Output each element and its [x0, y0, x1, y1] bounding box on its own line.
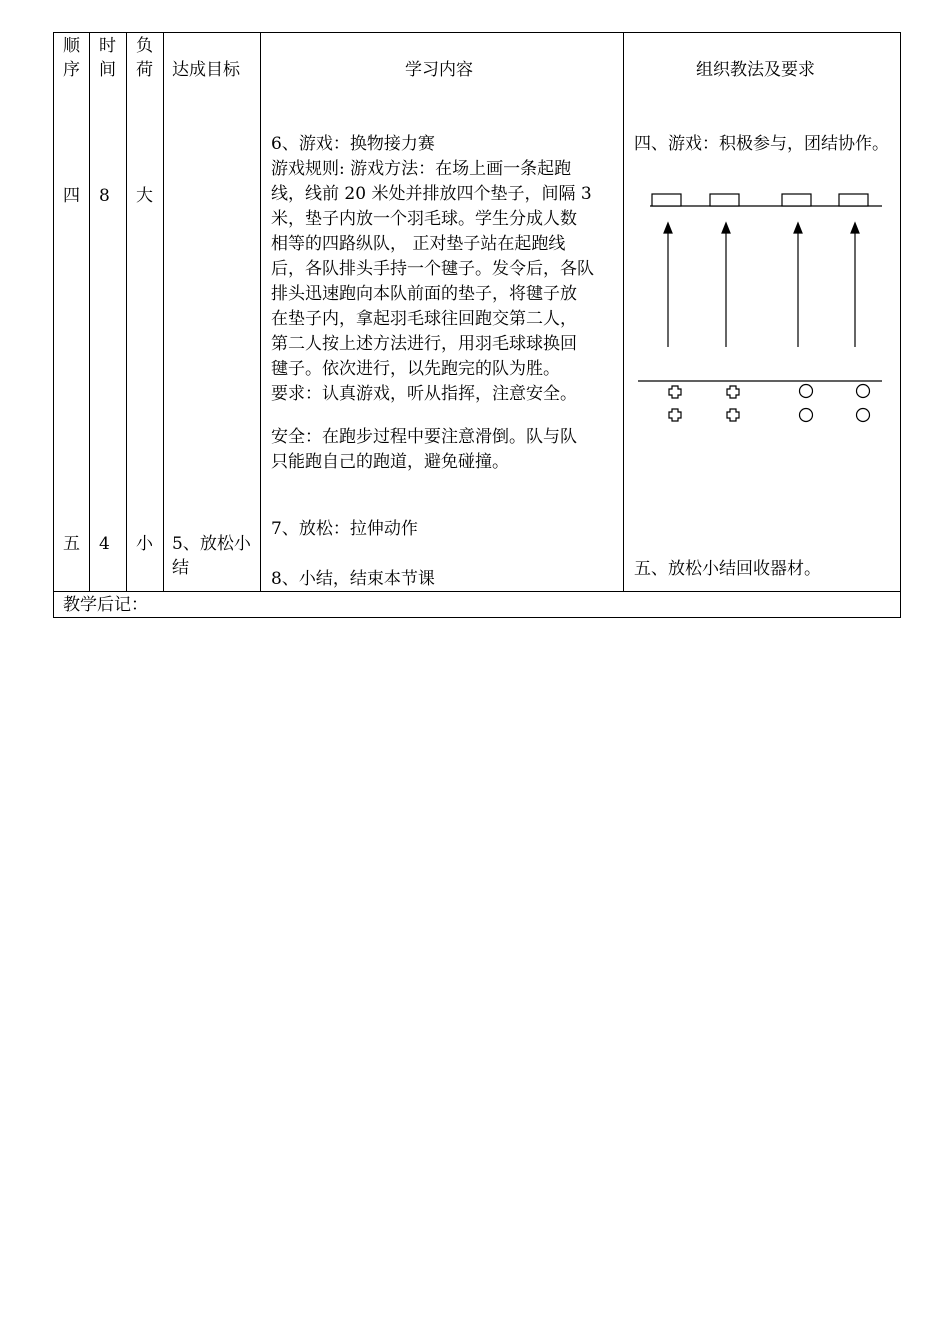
header-order-2: 序 — [63, 60, 80, 80]
safety-line: 安全：在跑步过程中要注意滑倒。队与队 — [271, 427, 577, 447]
row5-goal-1: 5、放松小 — [172, 534, 251, 554]
content-line: 线，线前 20 米处并排放四个垫子，间隔 3 — [271, 184, 592, 204]
mat-icon — [710, 194, 739, 206]
footer-divider — [53, 591, 901, 592]
content-line: 要求：认真游戏，听从指挥，注意安全。 — [271, 384, 577, 404]
mat-icon — [839, 194, 868, 206]
content-line: 后，各队排头手持一个毽子。发令后，各队 — [271, 259, 594, 279]
header-method: 组织教法及要求 — [696, 60, 815, 80]
student-icon — [669, 386, 739, 421]
row4-time: 8 — [99, 186, 110, 206]
header-load-1: 负 — [136, 36, 153, 56]
header-order-1: 顺 — [63, 36, 80, 56]
relay-diagram — [630, 185, 890, 435]
content-line: 毽子。依次进行，以先跑完的队为胜。 — [271, 359, 560, 379]
student-icon — [800, 385, 870, 422]
content-line: 第二人按上述方法进行，用羽毛球球换回 — [271, 334, 577, 354]
header-time-2: 间 — [99, 60, 116, 80]
footer-label: 教学后记： — [63, 595, 148, 615]
arrow-icon — [794, 223, 802, 347]
mat-icon — [652, 194, 681, 206]
arrow-icon — [722, 223, 730, 347]
arrow-icon — [851, 223, 859, 347]
row5-goal-2: 结 — [172, 558, 189, 578]
header-load-2: 荷 — [136, 60, 153, 80]
content-line: 排头迅速跑向本队前面的垫子，将毽子放 — [271, 284, 577, 304]
col-divider-5 — [623, 32, 624, 592]
content-line: 米，垫子内放一个羽毛球。学生分成人数 — [271, 209, 577, 229]
row5-load: 小 — [136, 534, 153, 554]
safety-line: 只能跑自己的跑道，避免碰撞。 — [271, 452, 509, 472]
header-goal: 达成目标 — [172, 60, 240, 80]
border-left — [53, 32, 54, 618]
border-bottom — [53, 617, 901, 618]
border-right — [900, 32, 901, 618]
col-divider-4 — [260, 32, 261, 592]
content-line: 游戏规则: 游戏方法：在场上画一条起跑 — [271, 159, 572, 179]
border-top — [53, 32, 901, 33]
row5-time: 4 — [99, 534, 110, 554]
content-line: 相等的四路纵队， 正对垫子站在起跑线 — [271, 234, 566, 254]
row5-content-b: 8、小结，结束本节课 — [271, 569, 435, 589]
col-divider-1 — [89, 32, 90, 592]
header-content: 学习内容 — [405, 60, 473, 80]
row5-content-a: 7、放松：拉伸动作 — [271, 519, 418, 539]
content-line: 在垫子内，拿起羽毛球往回跑交第二人， — [271, 309, 577, 329]
row5-order: 五 — [63, 534, 80, 554]
row5-method: 五、放松小结回收器材。 — [634, 559, 821, 579]
col-divider-3 — [163, 32, 164, 592]
row4-method: 四、游戏：积极参与，团结协作。 — [634, 134, 889, 154]
row4-order: 四 — [63, 186, 80, 206]
arrow-icon — [664, 223, 672, 347]
col-divider-2 — [126, 32, 127, 592]
mat-icon — [782, 194, 811, 206]
row4-load: 大 — [136, 186, 153, 206]
content-line: 6、游戏：换物接力赛 — [271, 134, 435, 154]
header-time-1: 时 — [99, 36, 116, 56]
